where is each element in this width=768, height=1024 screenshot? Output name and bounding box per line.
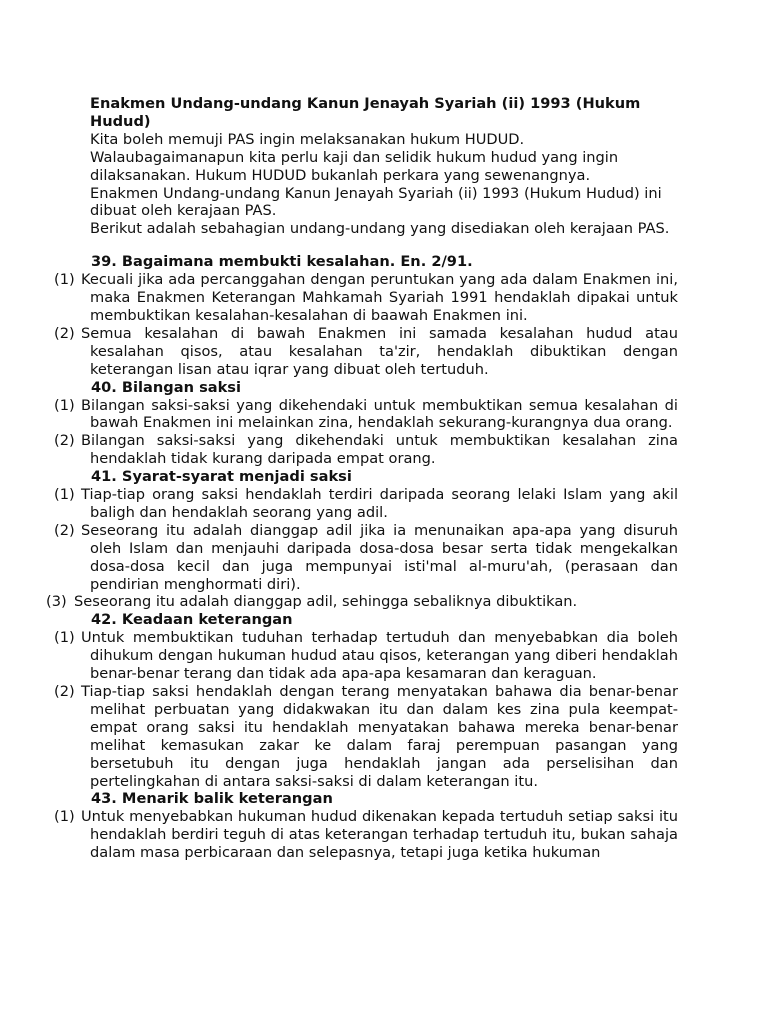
intro-paragraph: Enakmen Undang-undang Kanun Jenayah Syariah (ii) 1993 (Hukum Hudud) ini dibuat oleh kerajaan PAS. bbox=[90, 184, 662, 220]
clause-number: (1) bbox=[54, 396, 75, 414]
clause-number: (3) bbox=[46, 593, 67, 611]
spacer bbox=[0, 238, 768, 253]
clause bbox=[54, 521, 678, 594]
clause-text: Untuk membuktikan tuduhan terhadap tertuduh dan menyebabkan dia boleh dihukum dengan hukuman hudud atau qisos, keterangan yang diberi hendaklah benar-benar terang dan tidak ada apa-apa kesamaran dan keraguan. bbox=[81, 629, 678, 683]
clause-number: (1) bbox=[54, 271, 75, 289]
clause bbox=[54, 629, 678, 683]
clause-text: Seseorang itu adalah dianggap adil, sehingga sebaliknya dibuktikan. bbox=[74, 593, 578, 611]
clause-number: (2) bbox=[54, 683, 75, 700]
clause-text: Semua kesalahan di bawah Enakmen ini samada kesalahan hudud atau kesalahan qisos, atau kesalahan ta'zir, hendaklah dibuktikan dengan keterangan lisan atau iqrar yang dibuat oleh tertuduh. bbox=[81, 324, 678, 378]
clause-text: Seseorang itu adalah dianggap adil jika ia menunaikan apa-apa yang disuruh oleh Islam dan menjauhi daripada dosa-dosa besar serta tidak mengekalkan dosa-dosa kecil dan juga mempunyai isti'mal al-muru'ah, (perasaan dan pendirian menghormati diri). bbox=[81, 521, 678, 593]
clause bbox=[46, 593, 671, 611]
section-heading: 41. Syarat-syarat menjadi saksi bbox=[91, 468, 352, 486]
document-title: Enakmen Undang-undang Kanun Jenayah Syariah (ii) 1993 (Hukum Hudud) bbox=[90, 95, 641, 130]
clause bbox=[54, 271, 678, 325]
clause-number: (2) bbox=[54, 521, 75, 539]
clause-number: (1) bbox=[54, 808, 75, 826]
clause-text: Untuk menyebabkan hukuman hudud dikenakan kepada tertuduh setiap saksi itu hendaklah berdiri teguh di atas keterangan terhadap tertuduh itu, bukan sahaja dalam masa perbicaraan dan selepasnya, tetapi juga ketika hukuman bbox=[81, 808, 678, 862]
clause bbox=[54, 396, 678, 433]
clause bbox=[54, 432, 678, 468]
clause-text: Bilangan saksi-saksi yang dikehendaki untuk membuktikan kesalahan zina hendaklah tidak kurang daripada empat orang. bbox=[81, 432, 678, 468]
clause bbox=[54, 486, 678, 522]
section-heading: 40. Bilangan saksi bbox=[91, 378, 241, 396]
clause bbox=[54, 808, 678, 862]
document-intro bbox=[90, 95, 678, 238]
section-heading: 39. Bagaimana membukti kesalahan. En. 2/91. bbox=[91, 253, 473, 271]
clause-text: Tiap-tiap orang saksi hendaklah terdiri daripada seorang lelaki Islam yang akil baligh dan hendaklah seorang yang adil. bbox=[81, 486, 678, 521]
intro-paragraph: Kita boleh memuji PAS ingin melaksanakan hukum HUDUD. Walaubagaimanapun kita perlu kaji dan selidik hukum hudud yang ingin dilaksanakan. Hukum HUDUD bukanlah perkara yang sewenangnya. bbox=[90, 130, 619, 184]
clause-number: (1) bbox=[54, 629, 75, 647]
clause bbox=[54, 683, 678, 790]
clause-number: (2) bbox=[54, 324, 75, 342]
intro-paragraph: Berikut adalah sebahagian undang-undang yang disediakan oleh kerajaan PAS. bbox=[90, 220, 670, 238]
section-heading: 42. Keadaan keterangan bbox=[91, 611, 293, 629]
clause-number: (2) bbox=[54, 432, 75, 450]
clause bbox=[54, 324, 678, 379]
clause-text: Kecuali jika ada percanggahan dengan peruntukan yang ada dalam Enakmen ini, maka Enakmen Keterangan Mahkamah Syariah 1991 hendaklah dipakai untuk membuktikan kesalahan-kesalahan di baawah Enakmen ini. bbox=[81, 271, 678, 324]
clause-text: Tiap-tiap saksi hendaklah dengan terang menyatakan bahawa dia benar-benar melihat perbuatan yang didakwakan itu dan dalam kes zina pula keempat-empat orang saksi itu hendaklah menyatakan bahawa mereka benar-benar melihat kemasukan zakar ke dalam faraj perempuan pasangan yang bersetubuh itu dengan juga hendaklah jangan ada perselisihan dan pertelingkahan di antara saksi-saksi di dalam keterangan itu. bbox=[81, 683, 678, 790]
document-page bbox=[0, 95, 768, 862]
clause-text: Bilangan saksi-saksi yang dikehendaki untuk membuktikan semua kesalahan di bawah Enakmen ini melainkan zina, hendaklah sekurang-kurangnya dua orang. bbox=[81, 396, 678, 432]
section-heading: 43. Menarik balik keterangan bbox=[91, 790, 333, 808]
clause-number: (1) bbox=[54, 486, 75, 504]
